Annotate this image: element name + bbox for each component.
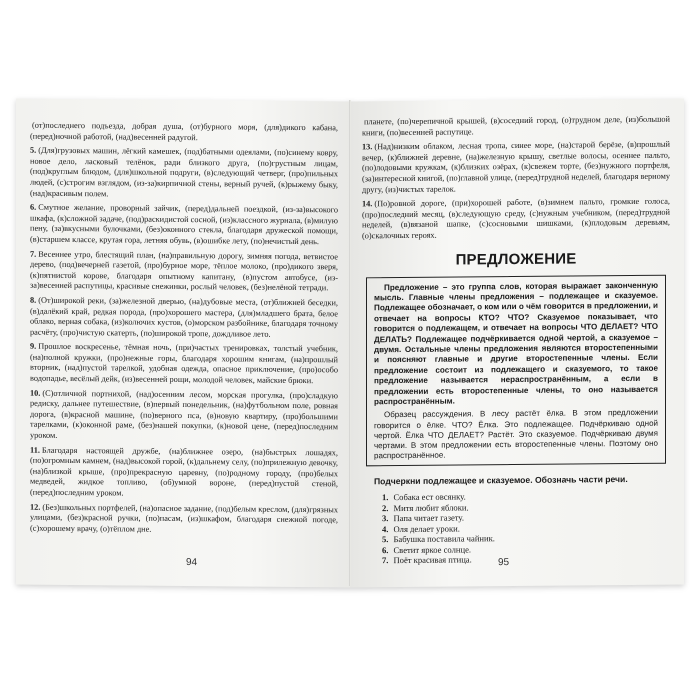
exercise-text: Смутное желание, проворный зайчик, (перед)дальней поездкой, (из-за)высокого шкафа, (к)сложной задаче, (под)раскидистой сосной, (из)классного журнала, (в)милую пену, (за)вкусными булочками, (без)оконного стекла, благодаря дружеской помощи, (в)старшем классе, крутая гора, летняя обувь, (в)ошибке лету, (по)нечистый день. xyxy=(30,202,338,247)
rule-box xyxy=(366,274,666,467)
left-exercise-list xyxy=(30,121,338,537)
exercise xyxy=(30,296,338,341)
example-text: Образец рассуждения. В лесу растёт ёлка. В этом предложении говорится о ёлке. ЧТО? Ёлка. Это подлежащее. Подчёркиваю одной чертой. Ёлка ЧТО ДЕЛАЕТ? Растёт. Это сказуемое. Подчёркиваю двумя чертами. В этом предложении есть второстепенные члены. Поэтому оно распространённое. xyxy=(374,408,658,461)
task-item-number: 7. xyxy=(382,555,389,566)
task-item-number: 3. xyxy=(382,513,389,524)
task-item-text: Папа читает газету. xyxy=(393,512,465,524)
task-item-number: 5. xyxy=(382,534,389,545)
task-item-text: Светит яркое солнце. xyxy=(393,544,472,556)
exercise-text: (От)широкой реки, (за)железной дверью, (на)дубовые места, (от)ближней беседки, (в)далёкий край, редкая порода, (про)хорошего мастера, (для)младшего брата, белое облако, верная собака, (из)колючих кустов, (о)морском разбойнике, благодаря точному расчёту, (про)чистую скатерть, (по)широкой тропе, дождливое лето. xyxy=(30,295,338,339)
exercise xyxy=(30,342,338,387)
task-item-text: Собака ест овсянку. xyxy=(393,491,466,503)
task-item-number: 4. xyxy=(382,524,389,535)
exercise-number: 7. xyxy=(30,249,37,259)
exercise-number: 10. xyxy=(30,388,41,398)
task-item-number: 1. xyxy=(382,492,389,503)
exercise-number: 9. xyxy=(30,341,37,352)
exercise-number: 6. xyxy=(30,202,37,212)
exercise-text: Прошлое воскресенье, тёмная ночь, (при)частых тренировках, толстый учебник, (на)полной кружки, (про)нежные горы, благодаря хорошим книгам, (на)прошлый вторник, (над)пустой тарелкой, удобная одежда, опасное приключение, (про)особо водопадье, весёлый дейк, (из)весенней рощи, молодой человек, майские брюки. xyxy=(30,342,338,386)
exercise-number: 13. xyxy=(362,142,373,152)
page-number-left: 94 xyxy=(186,557,198,569)
open-book xyxy=(16,100,684,586)
exercise xyxy=(30,445,338,501)
task-item xyxy=(382,553,670,569)
exercise xyxy=(30,146,338,202)
exercise-text: (от)последнего подъезда, добрая душа, (от)бурного моря, (для)дикого кабана, (перед)ночной работой, (над)весенней радугой. xyxy=(30,120,338,142)
book-spine xyxy=(349,100,351,586)
exercise-text: (С)отличной портнихой, (над)осенним лесом, морская прогулка, (про)сладкую редиску, дальнее путешествие, (в)первый понедельник, (на)футбольном поле, ровная дорога, (в)красной машине, (по)верного пса, (в)новую квартиру, (про)большими тарелками, (к)оконной раме, (без)нашей покупки, (к)новой цене, (перед)последним уроком. xyxy=(30,388,338,440)
exercise-text: Благодаря настоящей дружбе, (на)ближнее озеро, (на)быстрых лошадях, (по)огромным камнем, (над)высокой горой, (к)дальнему селу, (по)прилежную девочку, (на)близкой крыше, (про)прекрасную царевну, (по)родному городу, (про)белых медведей, жидкое топливо, (об)умной вороне, (перед)пустой стеной, (перед)последним уроком. xyxy=(30,445,338,498)
exercise-number: 5. xyxy=(30,145,37,155)
exercise-text: (Без)школьных портфелей, (на)опасное задание, (под)белым креслом, (для)грязных улицами, (без)красной ручки, (по)пасам, (из)шкафом, благодаря снежной погоде, (с)хорошему врачу, (о)тёплом дне. xyxy=(30,502,338,534)
exercise-text: (Над)низким облаком, лесная тропа, синее море, (на)старой берёзе, (в)прошлый вечер, (к)ближней деревне, (на)железную крышу, светлые волосы, осеннее пальто, (по)лодовыми кружкам, (к)близких озёрах, (к)свежем торте, (без)нужного портфеля, (за)интересной книгой, (по)главной улице, (перед)трудной неделей, благодаря верному другу, (из)чистых тарелок. xyxy=(362,139,670,194)
left-page xyxy=(16,99,350,588)
page-number-right: 95 xyxy=(498,557,510,569)
exercise-number: 11. xyxy=(30,445,40,455)
exercise-number: 14. xyxy=(362,199,373,209)
task-item-text: Бабушка поставила чайник. xyxy=(393,533,495,545)
section-title: ПРЕДЛОЖЕНИЕ xyxy=(455,250,577,269)
exercise xyxy=(30,388,338,444)
exercise-text: (Для)грузовых машин, лёгкий камешек, (под)батными одеялами, (по)синему ковру, новое дело, ласковый телёнок, ради близкого друга, (по)грустным лицам, (под)круглым блюдом, (для)школьной подруги, (в)следующий четверг, (про)пильных людей, (с)строгим взглядом, (из-за)кирпичной стены, верный ручей, (к)рыжему быку, (над)красивым полем. xyxy=(30,145,338,198)
right-page xyxy=(350,99,684,588)
task-item-number: 6. xyxy=(382,545,389,556)
task-item-text: Поёт красивая птица. xyxy=(393,554,472,566)
exercise-number: 8. xyxy=(30,295,37,305)
rule-text: Предложение – это группа слов, которая выражает законченную мысль. Главные члены предложения – подлежащее и сказуемое. Подлежащее обозначает, о ком или о чём говорится в предложении, и отвечает на вопросы КТО? ЧТО? Сказуемое показывает, что говорится о подлежащем, и отвечает на вопросы ЧТО ДЕЛАЕТ? ЧТО ДЕЛАТЬ? Подлежащее подчёркивается одной чертой, а сказуемое – двумя. Остальные члены предложения являются второстепенными и поясняют главные и другие второстепенные члены. Если предложение состоит из подлежащего и сказуемого, то такое предложение называется нераспространённым, а если в предложении есть второстепенные члены, то оно называется распространённым. xyxy=(374,280,658,407)
task-item-text: Митя любит яблоки. xyxy=(393,502,469,514)
exercise xyxy=(30,121,338,145)
exercise xyxy=(30,502,338,536)
exercise-text: Весеннее утро, блестящий план, (на)правильную дорогу, зимняя погода, ветвистое дерево, (под)вечерней газетой, (про)бурное море, тёплое молоко, (про)дикого зверя, (к)пятнистой корове, благодаря опытному капитану, (в)пустом автобусе, (из-за)весенней распутицы, красивые снежинки, рослый человек, (без)нелёной тетради. xyxy=(30,249,338,293)
exercise-text: планете, (по)черепичной крышей, (в)соседний город, (о)трудном деле, (из)большой книги, (по)весенней распутице. xyxy=(362,114,670,137)
exercise xyxy=(362,140,670,196)
right-exercise-list xyxy=(362,115,670,242)
task-list xyxy=(362,490,670,569)
exercise xyxy=(30,249,338,294)
task-item-text: Оля делает уроки. xyxy=(393,523,460,535)
task-item-number: 2. xyxy=(382,503,389,514)
exercise xyxy=(30,203,338,248)
exercise-number: 12. xyxy=(30,502,41,512)
exercise xyxy=(362,197,670,242)
exercise xyxy=(362,115,670,139)
task-title: Подчеркни подлежащее и сказуемое. Обозначь части речи. xyxy=(374,474,628,487)
exercise-text: (По)ровной дороге, (при)хорошей работе, (в)зимнем пальто, громкие голоса, (про)последний месяц, (в)следующую среду, (с)нужным учебником, (перед)трудной неделей, (в)вязаной шапке, (с)сосновыми шишками, (к)плодовым деревьям, (о)скалочных героях. xyxy=(362,196,670,241)
